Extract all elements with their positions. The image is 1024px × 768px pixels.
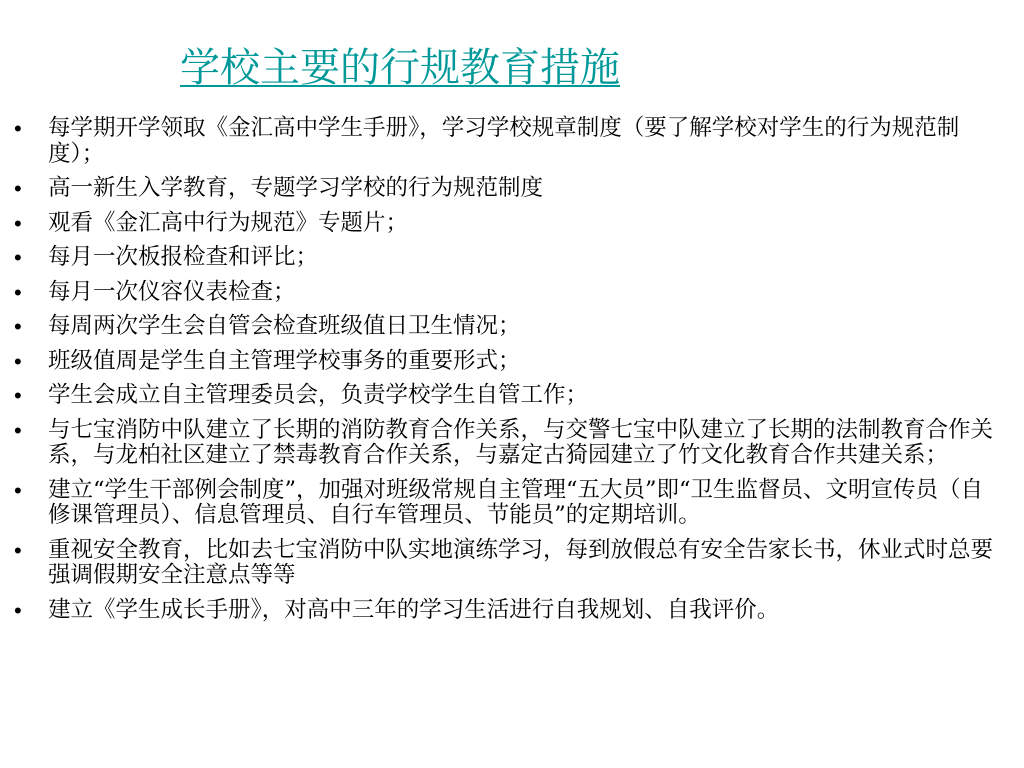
bullet-icon: •	[14, 314, 22, 339]
bullet-icon: •	[14, 477, 22, 503]
list-item	[14, 383, 1004, 409]
list-item	[14, 245, 1004, 271]
bullet-icon: •	[14, 537, 22, 563]
bullet-icon: •	[14, 383, 22, 408]
list-item-text: 学生会成立自主管理委员会，负责学校学生自管工作；	[48, 382, 589, 408]
bullet-icon: •	[14, 597, 22, 623]
list-item-text: 班级值周是学生自主管理学校事务的重要形式；	[48, 347, 521, 374]
list-item-text: 与七宝消防中队建立了长期的消防教育合作关系，与交警七宝中队建立了长期的法制教育合作关系，与龙柏社区建立了禁毒教育合作关系，与嘉定古猗园建立了竹文化教育合作共建关系；	[48, 416, 994, 468]
bullet-list	[14, 116, 1004, 632]
list-item	[14, 116, 1004, 167]
bullet-icon: •	[14, 176, 22, 201]
list-item-text: 每月一次板报检查和评比；	[48, 244, 319, 270]
list-item-text: 重视安全教育，比如去七宝消防中队实地演练学习，每到放假总有安全告家长书，休业式时总要强调假期安全注意点等等	[48, 536, 994, 588]
list-item-text: 建立“学生干部例会制度”，加强对班级常规自主管理“五大员”即“卫生监督员、文明宣传员（自修课管理员）、信息管理员、自行车管理员、节能员”的定期培训。	[48, 476, 984, 528]
bullet-icon: •	[14, 245, 22, 270]
bullet-icon: •	[14, 417, 22, 443]
list-item	[14, 598, 1004, 624]
list-item	[14, 176, 1004, 202]
list-item-text: 每学期开学领取《金汇高中学生手册》，学习学校规章制度（要了解学校对学生的行为规范制度）；	[48, 115, 960, 167]
bullet-icon: •	[14, 348, 22, 374]
list-item-text: 高一新生入学教育，专题学习学校的行为规范制度	[48, 175, 544, 201]
list-item-text: 每月一次仪容仪表检查；	[48, 278, 296, 305]
list-item	[14, 538, 1004, 589]
bullet-icon: •	[14, 279, 22, 305]
list-item-text: 观看《金汇高中行为规范》专题片；	[48, 209, 409, 236]
list-item	[14, 280, 1004, 306]
list-item	[14, 314, 1004, 340]
list-item	[14, 418, 1004, 469]
slide-title: 学校主要的行规教育措施	[180, 45, 620, 91]
bullet-icon: •	[14, 210, 22, 236]
list-item	[14, 478, 1004, 529]
list-item-text: 建立《学生成长手册》，对高中三年的学习生活进行自我规划、自我评价。	[48, 596, 780, 623]
bullet-icon: •	[14, 116, 22, 141]
list-item	[14, 349, 1004, 375]
list-item	[14, 211, 1004, 237]
list-item-text: 每周两次学生会自管会检查班级值日卫生情况；	[48, 313, 521, 339]
